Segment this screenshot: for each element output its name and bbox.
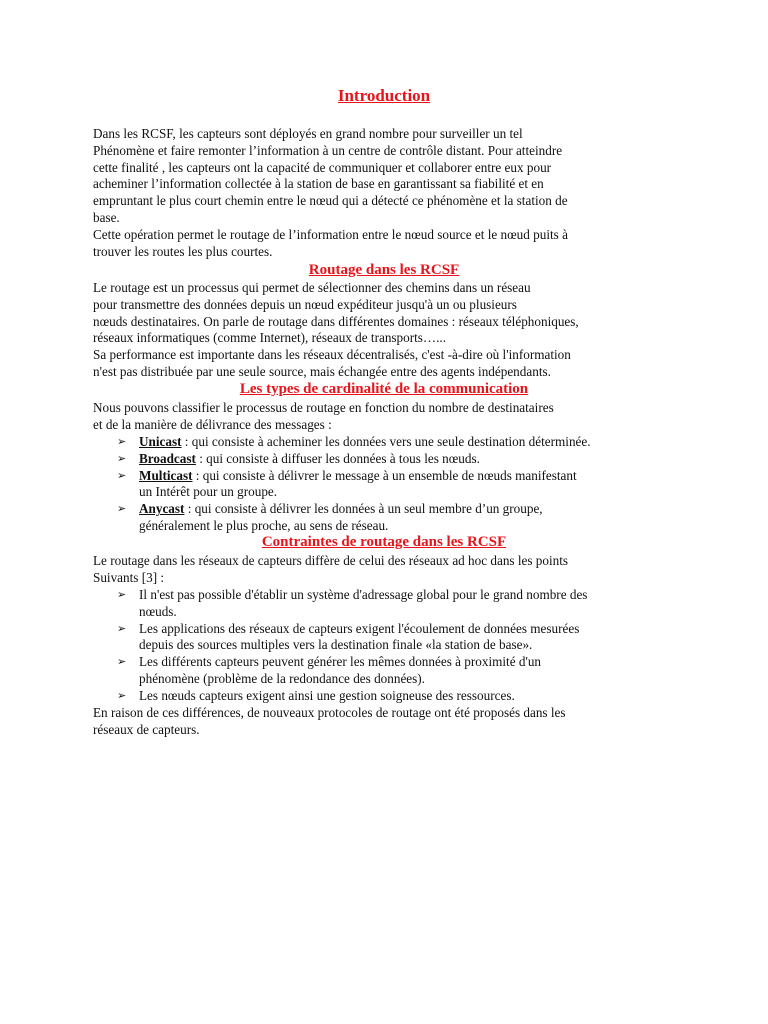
term-unicast: Unicast [139,434,182,449]
closing-paragraph: En raison de ces différences, de nouveaux protocoles de routage ont été proposés dans les réseaux de capteurs. [93,705,566,737]
arrow-bullet-icon: ➢ [117,688,127,702]
list-item [93,587,673,621]
list-item-text: Il n'est pas possible d'établir un système d'adressage global pour le grand nombre des nœuds. [139,587,588,619]
list-item-text: : qui consiste à diffuser les données à tous les nœuds. [195,450,480,466]
list-item [93,688,673,705]
arrow-bullet-icon: ➢ [117,435,127,448]
term-anycast: Anycast [139,501,185,517]
list-item [93,654,673,688]
list-item-text: : qui consiste à délivrer les données à un seul membre d’un groupe, généralement le plus proche, au sens de réseau. [139,501,543,533]
list-item [93,621,673,655]
arrow-bullet-icon: ➢ [117,502,127,516]
list-item-unicast [93,434,673,451]
list-item-text: Les nœuds capteurs exigent ainsi une gestion soigneuse des ressources. [139,687,515,703]
term-broadcast: Broadcast [139,450,196,466]
term-multicast: Multicast [139,467,193,483]
list-item-broadcast [93,451,673,468]
arrow-bullet-icon: ➢ [117,468,127,482]
page-title: Introduction [337,86,431,105]
arrow-bullet-icon: ➢ [117,588,127,601]
list-item-text: Les différents capteurs peuvent générer les mêmes données à proximité d'un phénomène (problème de la redondance des données). [139,654,542,686]
section-heading-routage: Routage dans les RCSF [308,262,460,278]
arrow-bullet-icon: ➢ [117,655,127,669]
arrow-bullet-icon: ➢ [117,451,127,465]
arrow-bullet-icon: ➢ [117,621,127,635]
list-item-text: Les applications des réseaux de capteurs exigent l'écoulement de données mesurées depuis des sources multiples vers la destination finale «la station de base». [139,620,580,653]
list-item-text: : qui consiste à acheminer les données vers une seule destination déterminée. [181,434,591,449]
routage-paragraph: Le routage est un processus qui permet de sélectionner des chemins dans un réseau pour transmettre des données depuis un nœud expéditeur jusqu'à un ou plusieurs nœuds destinataires. On parle de routage dans différentes domaines : réseaux téléphoniques, réseaux informatiques (comme Internet), réseaux de transports…... Sa performance est importante dans les réseaux décentralisés, c'est -à-dire où l'information n'est pas distribuée par une seule source, mais échangée entre des agents indépendants. [93,280,579,379]
section-heading-cardinalite: Les types de cardinalité de la communication [239,381,529,397]
intro-paragraph: Dans les RCSF, les capteurs sont déployés en grand nombre pour surveiller un tel Phénomène et faire remonter l’information à un centre de contrôle distant. Pour atteindre cette finalité , les capteurs ont la capacité de communiquer et collaborer entre eux pour acheminer l’information collectée à la station de base en garantissant sa fiabilité et en empruntant le plus court chemin entre le nœud qui a détecté ce phénomène et la station de base. Cette opération permet le routage de l’information entre le nœud source et le nœud puits à trouver les routes les plus courtes. [93,126,568,259]
constraints-list [93,587,673,705]
list-item-text: : qui consiste à délivrer le message à un ensemble de nœuds manifestant un Intérêt pour un groupe. [139,467,577,500]
list-item-anycast [93,501,673,535]
cardinality-list [93,434,673,535]
cardinalite-intro: Nous pouvons classifier le processus de routage en fonction du nombre de destinataires et de la manière de délivrance des messages : [93,400,554,432]
section-heading-contraintes: Contraintes de routage dans les RCSF [261,534,507,550]
contraintes-intro: Le routage dans les réseaux de capteurs diffère de celui des réseaux ad hoc dans les points Suivants [3] : [93,553,569,585]
list-item-multicast [93,468,673,502]
